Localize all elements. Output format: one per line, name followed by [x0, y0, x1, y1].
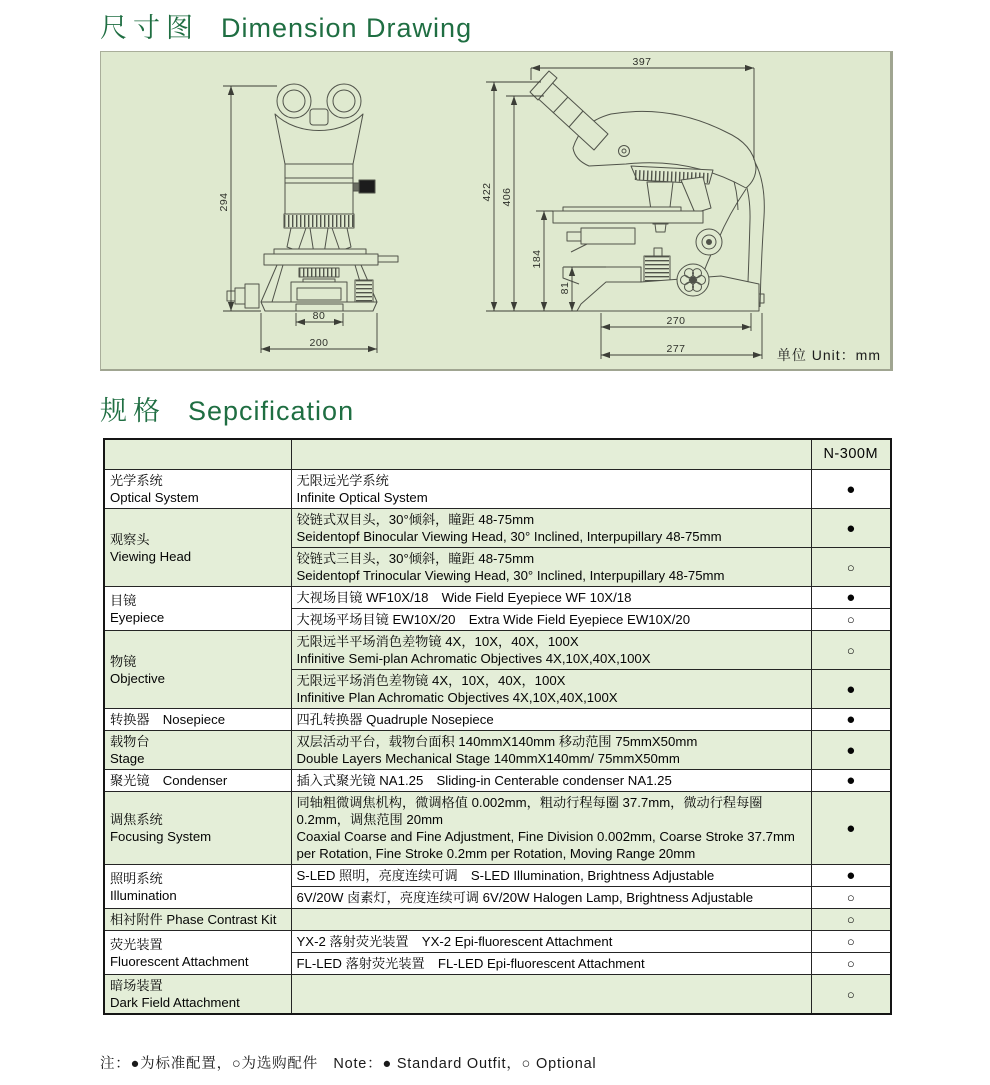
dimension-drawing-title	[100, 0, 990, 44]
feature-desc-line: 四孔转换器 Quadruple Nosepiece	[296, 712, 494, 728]
feature-desc-cell	[291, 470, 811, 509]
feature-label-cell	[104, 909, 291, 931]
standard-mark: ●	[811, 731, 891, 770]
dim-label-397: 397	[632, 56, 652, 69]
feature-desc-line: 同轴粗微调焦机构，微调格值 0.002mm，粗动行程每圈 37.7mm，微动行程每圈 0.2mm，调焦范围 20mm	[296, 795, 763, 828]
feature-label-cell	[104, 931, 291, 975]
feature-label-cell	[104, 631, 291, 709]
dim-label-80: 80	[312, 310, 326, 323]
feature-label-line: 转换器 Nosepiece	[110, 712, 226, 728]
feature-desc-line: 大视场平场目镜 EW10X/20 Extra Wide Field Eyepiece EW10X/20	[296, 612, 691, 628]
standard-mark: ●	[811, 865, 891, 887]
optional-mark: ○	[811, 548, 891, 587]
feature-label-cell	[104, 975, 291, 1015]
feature-desc-line: 无限远半平场消色差物镜 4X，10X，40X，100X	[296, 634, 579, 650]
feature-desc-cell	[291, 609, 811, 631]
dim-label-277: 277	[666, 343, 686, 356]
optional-mark: ○	[811, 631, 891, 670]
feature-label-line: 暗场装置	[110, 978, 163, 994]
feature-desc-cell	[291, 631, 811, 670]
legend-note: 注：●为标准配置，○为选购配件 Note：● Standard Outfit，○ Optional	[100, 1056, 597, 1073]
model-header: N-300M	[811, 439, 891, 470]
feature-label-line: 光学系统	[110, 473, 163, 489]
feature-label-line: 载物台	[110, 734, 150, 750]
feature-desc-cell	[291, 953, 811, 975]
feature-label-line: Dark Field Attachment	[110, 995, 240, 1011]
standard-mark: ●	[811, 792, 891, 865]
feature-desc-line: YX-2 落射荧光装置 YX-2 Epi-fluorescent Attachment	[296, 934, 613, 950]
feature-label-cell	[104, 587, 291, 631]
header-feature-cell	[104, 439, 291, 470]
standard-mark: ●	[811, 509, 891, 548]
feature-desc-line: Seidentopf Trinocular Viewing Head, 30° Inclined, Interpupillary 48-75mm	[296, 568, 725, 584]
feature-desc-line: 大视场目镜 WF10X/18 Wide Field Eyepiece WF 10X/18	[296, 590, 632, 606]
dim-label-406: 406	[501, 187, 513, 207]
spec-row	[104, 709, 891, 731]
feature-desc-line: 双层活动平台，载物台面积 140mmX140mm 移动范围 75mmX50mm	[296, 734, 698, 750]
spec-row	[104, 587, 891, 609]
spec-row	[104, 731, 891, 770]
feature-label-line: 调焦系统	[110, 812, 163, 828]
feature-desc-line: Double Layers Mechanical Stage 140mmX140mm/ 75mmX50mm	[296, 751, 680, 767]
feature-label-line: Viewing Head	[110, 548, 192, 564]
spec-row	[104, 631, 891, 670]
spec-row	[104, 509, 891, 548]
unit-label: 单位 Unit：mm	[776, 347, 881, 364]
feature-desc-line: 插入式聚光镜 NA1.25 Sliding-in Centerable condenser NA1.25	[296, 773, 672, 789]
specification-title-zh: 规格	[100, 396, 166, 427]
feature-desc-cell	[291, 887, 811, 909]
feature-label-line: Optical System	[110, 490, 199, 506]
feature-desc-cell	[291, 509, 811, 548]
dim-label-422: 422	[481, 182, 493, 202]
header-desc-cell	[291, 439, 811, 470]
dimension-drawing-svg	[101, 52, 890, 369]
standard-mark: ●	[811, 770, 891, 792]
feature-desc-cell	[291, 709, 811, 731]
feature-desc-line	[297, 986, 806, 1003]
side-view-drawing	[530, 71, 764, 311]
spec-row	[104, 975, 891, 1015]
feature-label-line: Objective	[110, 670, 165, 686]
standard-mark: ●	[811, 587, 891, 609]
spec-row	[104, 470, 891, 509]
specification-table	[103, 438, 892, 1015]
feature-label-line: 相衬附件 Phase Contrast Kit	[110, 912, 277, 928]
feature-label-cell	[104, 770, 291, 792]
feature-desc-cell	[291, 865, 811, 887]
feature-label-cell	[104, 470, 291, 509]
feature-desc-line: Seidentopf Binocular Viewing Head, 30° Inclined, Interpupillary 48-75mm	[296, 529, 722, 545]
specification-title	[100, 396, 990, 427]
feature-label-cell	[104, 731, 291, 770]
table-header-row	[104, 439, 891, 470]
feature-label-line: 观察头	[110, 531, 150, 547]
feature-desc-line: 铰链式双目头，30°倾斜，瞳距 48-75mm	[296, 512, 535, 528]
optional-mark: ○	[811, 931, 891, 953]
spec-row	[104, 865, 891, 887]
feature-label-line: 照明系统	[110, 870, 163, 886]
feature-desc-cell	[291, 931, 811, 953]
feature-desc-line: 铰链式三目头，30°倾斜，瞳距 48-75mm	[296, 551, 535, 567]
feature-label-line: 目镜	[110, 592, 137, 608]
dim-label-184: 184	[531, 249, 543, 269]
spec-row	[104, 792, 891, 865]
standard-mark: ●	[811, 470, 891, 509]
feature-desc-cell	[291, 792, 811, 865]
feature-desc-line: Infinite Optical System	[296, 490, 428, 506]
feature-label-line: 物镜	[110, 653, 137, 669]
feature-desc-line: 6V/20W 卤素灯，亮度连续可调 6V/20W Halogen Lamp, Brightness Adjustable	[296, 890, 754, 906]
feature-label-line: 荧光装置	[110, 936, 163, 952]
feature-desc-cell	[291, 770, 811, 792]
feature-desc-cell	[291, 909, 811, 931]
feature-desc-line: Infinitive Plan Achromatic Objectives 4X,10X,40X,100X	[296, 690, 618, 706]
spec-row	[104, 770, 891, 792]
spec-row	[104, 909, 891, 931]
feature-label-line: Stage	[110, 751, 145, 767]
dimension-drawing-panel	[100, 51, 893, 371]
feature-desc-cell	[291, 670, 811, 709]
dim-label-200: 200	[309, 337, 329, 350]
optional-mark: ○	[811, 975, 891, 1015]
feature-label-cell	[104, 865, 291, 909]
optional-mark: ○	[811, 953, 891, 975]
front-view-drawing	[227, 84, 398, 311]
feature-desc-line: 无限远平场消色差物镜 4X，10X，40X，100X	[296, 673, 566, 689]
feature-desc-line: 无限远光学系统	[296, 473, 389, 489]
feature-desc-line	[297, 911, 806, 928]
feature-label-line: Focusing System	[110, 829, 212, 845]
optional-mark: ○	[811, 909, 891, 931]
feature-label-line: Illumination	[110, 887, 177, 903]
feature-label-line: Eyepiece	[110, 609, 165, 625]
feature-label-cell	[104, 509, 291, 587]
feature-label-line: Fluorescent Attachment	[110, 953, 249, 969]
dim-label-270: 270	[666, 315, 686, 328]
dimension-title-zh: 尺寸图	[100, 13, 199, 43]
standard-mark: ●	[811, 670, 891, 709]
optional-mark: ○	[811, 609, 891, 631]
dim-label-294: 294	[218, 192, 230, 212]
feature-desc-line: FL-LED 落射荧光装置 FL-LED Epi-fluorescent Attachment	[296, 956, 645, 972]
feature-desc-cell	[291, 975, 811, 1015]
dimension-title-en: Dimension Drawing	[221, 13, 473, 43]
feature-desc-line: Infinitive Semi-plan Achromatic Objectives 4X,10X,40X,100X	[296, 651, 651, 667]
feature-desc-line: S-LED 照明，亮度连续可调 S-LED Illumination, Brightness Adjustable	[296, 868, 715, 884]
dim-label-81: 81	[559, 281, 571, 295]
spec-row	[104, 931, 891, 953]
feature-desc-cell	[291, 731, 811, 770]
feature-label-cell	[104, 792, 291, 865]
optional-mark: ○	[811, 887, 891, 909]
feature-label-line: 聚光镜 Condenser	[110, 773, 228, 789]
specification-title-en: Sepcification	[188, 396, 355, 427]
feature-label-cell	[104, 709, 291, 731]
feature-desc-cell	[291, 587, 811, 609]
standard-mark: ●	[811, 709, 891, 731]
feature-desc-cell	[291, 548, 811, 587]
feature-desc-line: Coaxial Coarse and Fine Adjustment, Fine Division 0.002mm, Coarse Stroke 37.7mm per Rotation, Fine Stroke 0.2mm per Rotation, Moving Range 20mm	[296, 829, 795, 862]
